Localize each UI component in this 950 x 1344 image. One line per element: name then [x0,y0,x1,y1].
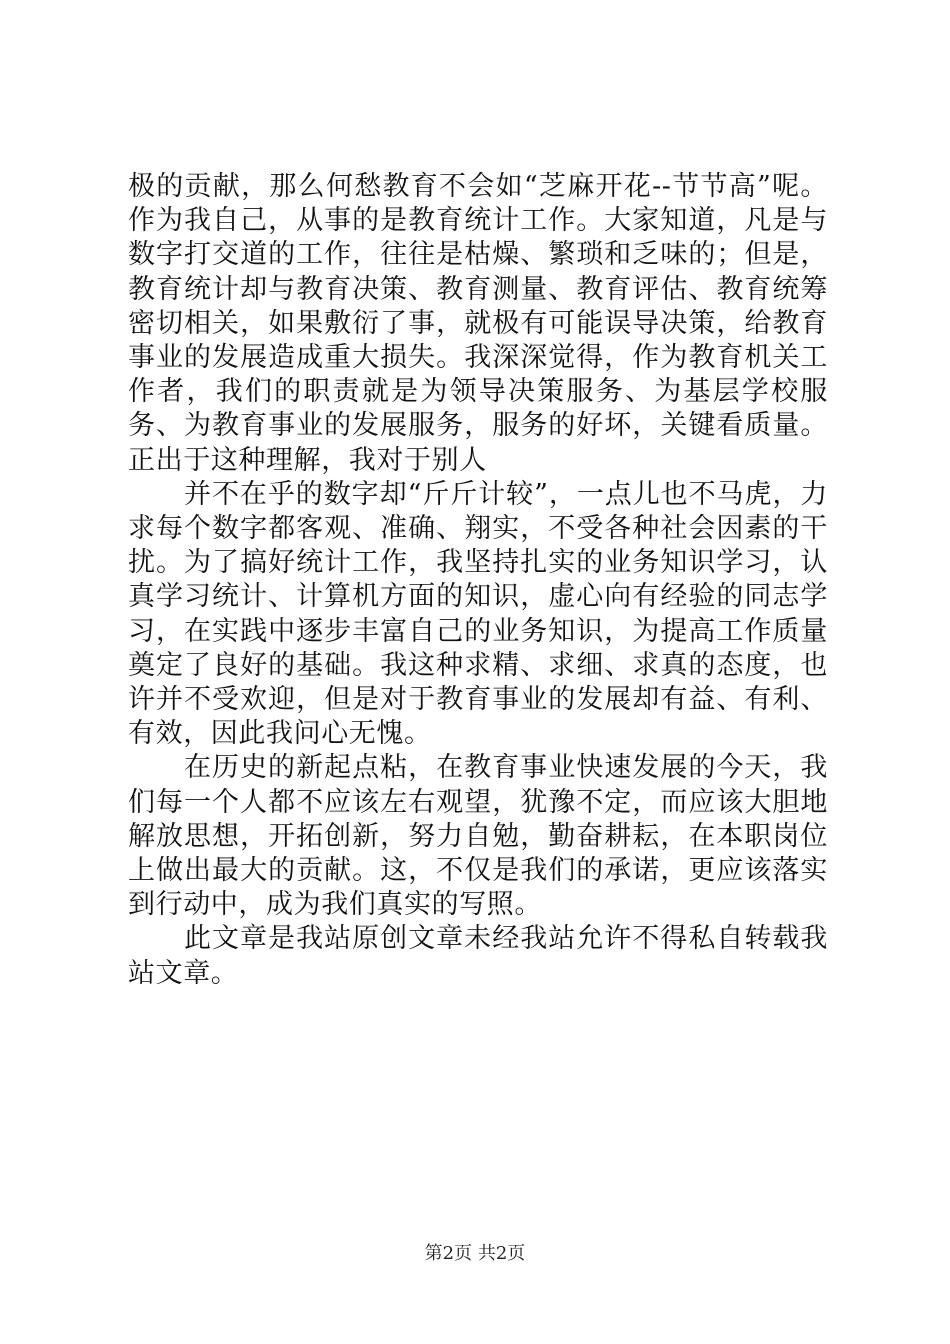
paragraph-2: 并不在乎的数字却“斤斤计较”，一点儿也不马虎，力求每个数字都客观、准确、翔实，不受各种社会因素的干扰。为了搞好统计工作，我坚持扎实的业务知识学习，认真学习统计、计算机方面的知识，虚心向有经验的同志学习，在实践中逐步丰富自己的业务知识，为提高工作质量奠定了良好的基础。我这种求精、求细、求真的态度，也许并不受欢迎，但是对于教育事业的发展却有益、有利、有效，因此我问心无愧。 [128,478,828,750]
page-number-footer: 第2页 共2页 [424,1243,526,1264]
paragraph-3: 在历史的新起点粘，在教育事业快速发展的今天，我们每一个人都不应该左右观望，犹豫不定，而应该大胆地解放思想，开拓创新，努力自勉，勤奋耕耘，在本职岗位上做出最大的贡献。这，不仅是我们的承诺，更应该落实到行动中，成为我们真实的写照。 [128,752,828,921]
document-body [128,170,828,991]
paragraph-4: 此文章是我站原创文章未经我站允许不得私自转载我站文章。 [128,923,828,989]
paragraph-1: 极的贡献，那么何愁教育不会如“芝麻开花--节节高”呢。作为我自己，从事的是教育统计工作。大家知道，凡是与数字打交道的工作，往往是枯燥、繁琐和乏味的；但是，教育统计却与教育决策、教育测量、教育评估、教育统筹密切相关，如果敷衍了事，就极有可能误导决策，给教育事业的发展造成重大损失。我深深觉得，作为教育机关工作者，我们的职责就是为领导决策服务、为基层学校服务、为教育事业的发展服务，服务的好坏，关键看质量。正出于这种理解，我对于别人 [128,171,828,476]
